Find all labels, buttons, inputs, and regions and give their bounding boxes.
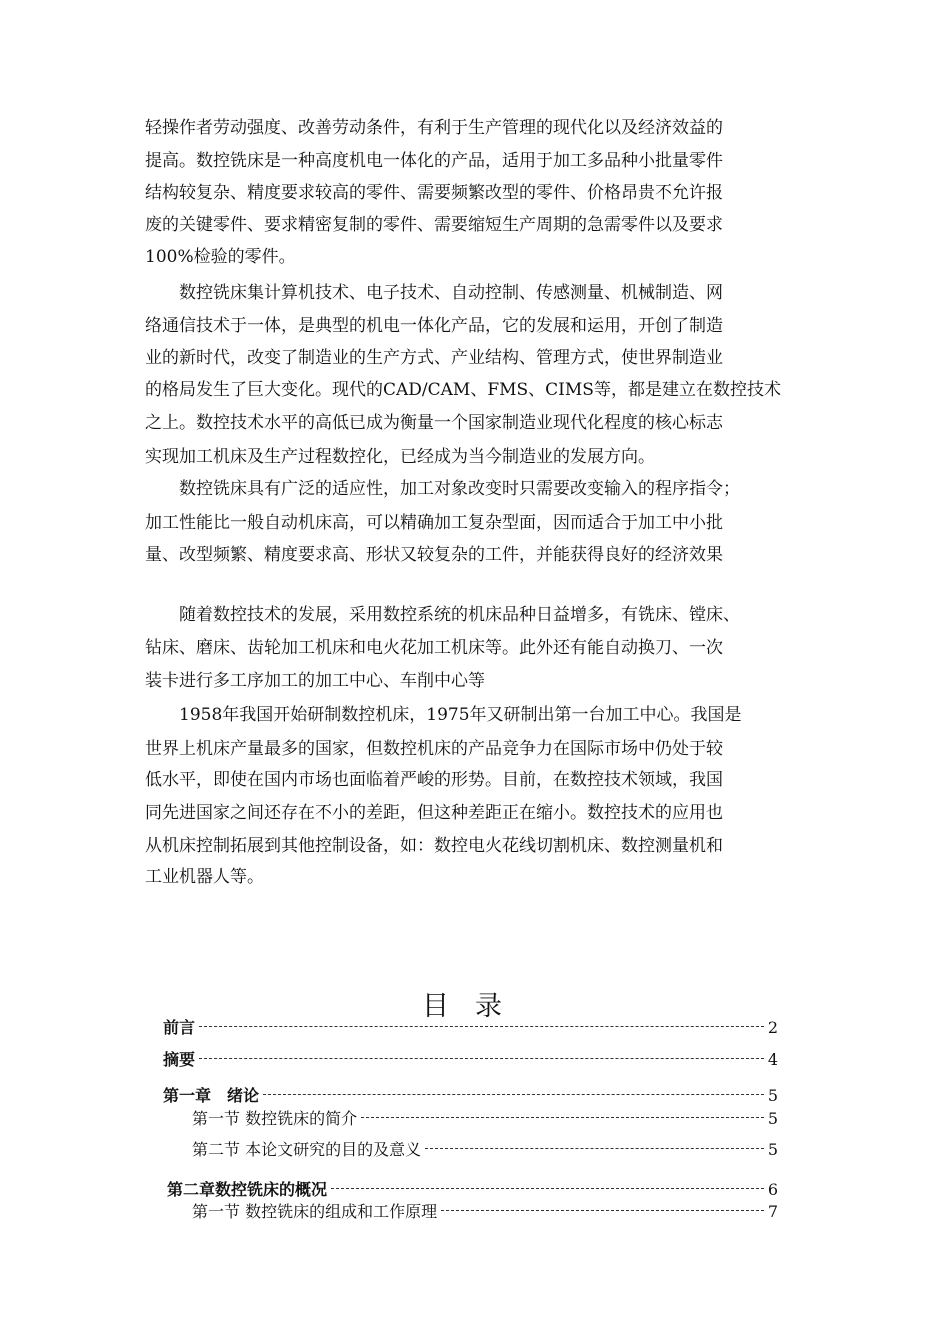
text-line: 世界上机床产量最多的国家，但数控机床的产品竞争力在国际市场中仍处于较: [145, 739, 723, 759]
toc-entry-page: 5: [767, 1140, 778, 1159]
text-line: 实现加工机床及生产过程数控化，已经成为当今制造业的发展方向。: [145, 447, 655, 467]
toc-leader: [263, 1093, 764, 1095]
text-line: 提高。数控铣床是一种高度机电一体化的产品，适用于加工多品种小批量零件: [145, 151, 723, 171]
toc-entry[interactable]: [163, 1083, 778, 1105]
text-line: 1958年我国开始研制数控机床，1975年又研制出第一台加工中心。我国是: [145, 705, 742, 725]
text-line: 装卡进行多工序加工的加工中心、车削中心等: [145, 671, 485, 691]
toc-entry-label: 第二章数控铣床的概况: [167, 1180, 328, 1199]
toc-leader: [199, 1057, 764, 1059]
text-line: 络通信技术于一体，是典型的机电一体化产品，它的发展和运用，开创了制造: [145, 316, 723, 336]
toc-entry[interactable]: [163, 1047, 778, 1069]
toc-entry-label: 前言: [163, 1018, 196, 1037]
toc-entry-label: 第一章 绪论: [163, 1086, 260, 1105]
toc-entry-page: 5: [767, 1109, 778, 1128]
text-line: 数控铣床具有广泛的适应性，加工对象改变时只需要改变输入的程序指令；: [145, 479, 740, 499]
text-line: 业的新时代，改变了制造业的生产方式、产业结构、管理方式，使世界制造业: [145, 348, 723, 368]
toc-leader: [331, 1187, 764, 1189]
text-line: 从机床控制拓展到其他控制设备，如：数控电火花线切割机床、数控测量机和: [145, 836, 723, 856]
text-line: 钻床、磨床、齿轮加工机床和电火花加工机床等。此外还有能自动换刀、一次: [145, 638, 723, 658]
text-line: 废的关键零件、要求精密复制的零件、需要缩短生产周期的急需零件以及要求: [145, 215, 723, 235]
text-line: 数控铣床集计算机技术、电子技术、自动控制、传感测量、机械制造、网: [145, 283, 723, 303]
toc-entry-page: 4: [767, 1050, 778, 1069]
toc-entry-page: 6: [767, 1180, 778, 1199]
toc-leader: [441, 1209, 764, 1211]
toc-entry-label: 第二节 本论文研究的目的及意义: [192, 1140, 422, 1159]
toc-leader: [199, 1025, 764, 1027]
text-line: 随着数控技术的发展，采用数控系统的机床品种日益增多，有铣床、镗床、: [145, 605, 740, 625]
text-line: 量、改型频繁、精度要求高、形状又较复杂的工件，并能获得良好的经济效果: [145, 545, 723, 565]
toc-entry-page: 2: [767, 1018, 778, 1037]
toc-entry[interactable]: [192, 1199, 778, 1221]
text-line: 结构较复杂、精度要求较高的零件、需要频繁改型的零件、价格昂贵不允许报: [145, 183, 723, 203]
text-line: 加工性能比一般自动机床高，可以精确加工复杂型面，因而适合于加工中小批: [145, 513, 723, 533]
toc-entry-page: 5: [767, 1086, 778, 1105]
toc-title: 目录: [422, 991, 528, 1022]
text-line: 之上。数控技术水平的高低已成为衡量一个国家制造业现代化程度的核心标志: [145, 413, 723, 433]
toc-leader: [425, 1147, 764, 1149]
toc-entry-label: 第一节 数控铣床的简介: [192, 1109, 358, 1128]
toc-entry[interactable]: [163, 1015, 778, 1037]
toc-entry-label: 第一节 数控铣床的组成和工作原理: [192, 1202, 438, 1221]
toc-entry[interactable]: [167, 1177, 778, 1199]
toc-entry-page: 7: [767, 1202, 778, 1221]
text-line: 轻操作者劳动强度、改善劳动条件，有利于生产管理的现代化以及经济效益的: [145, 118, 723, 138]
toc-entry[interactable]: [192, 1137, 778, 1159]
toc-entry[interactable]: [192, 1106, 778, 1128]
toc-leader: [361, 1116, 764, 1118]
text-line: 同先进国家之间还存在不小的差距，但这种差距正在缩小。数控技术的应用也: [145, 803, 723, 823]
text-line: 低水平，即使在国内市场也面临着严峻的形势。目前，在数控技术领域，我国: [145, 770, 723, 790]
text-line: 工业机器人等。: [145, 867, 264, 887]
text-line: 的格局发生了巨大变化。现代的CAD/CAM、FMS、CIMS等，都是建立在数控技术: [145, 380, 781, 400]
toc-entry-label: 摘要: [163, 1050, 196, 1069]
text-line: 100%检验的零件。: [145, 247, 296, 267]
